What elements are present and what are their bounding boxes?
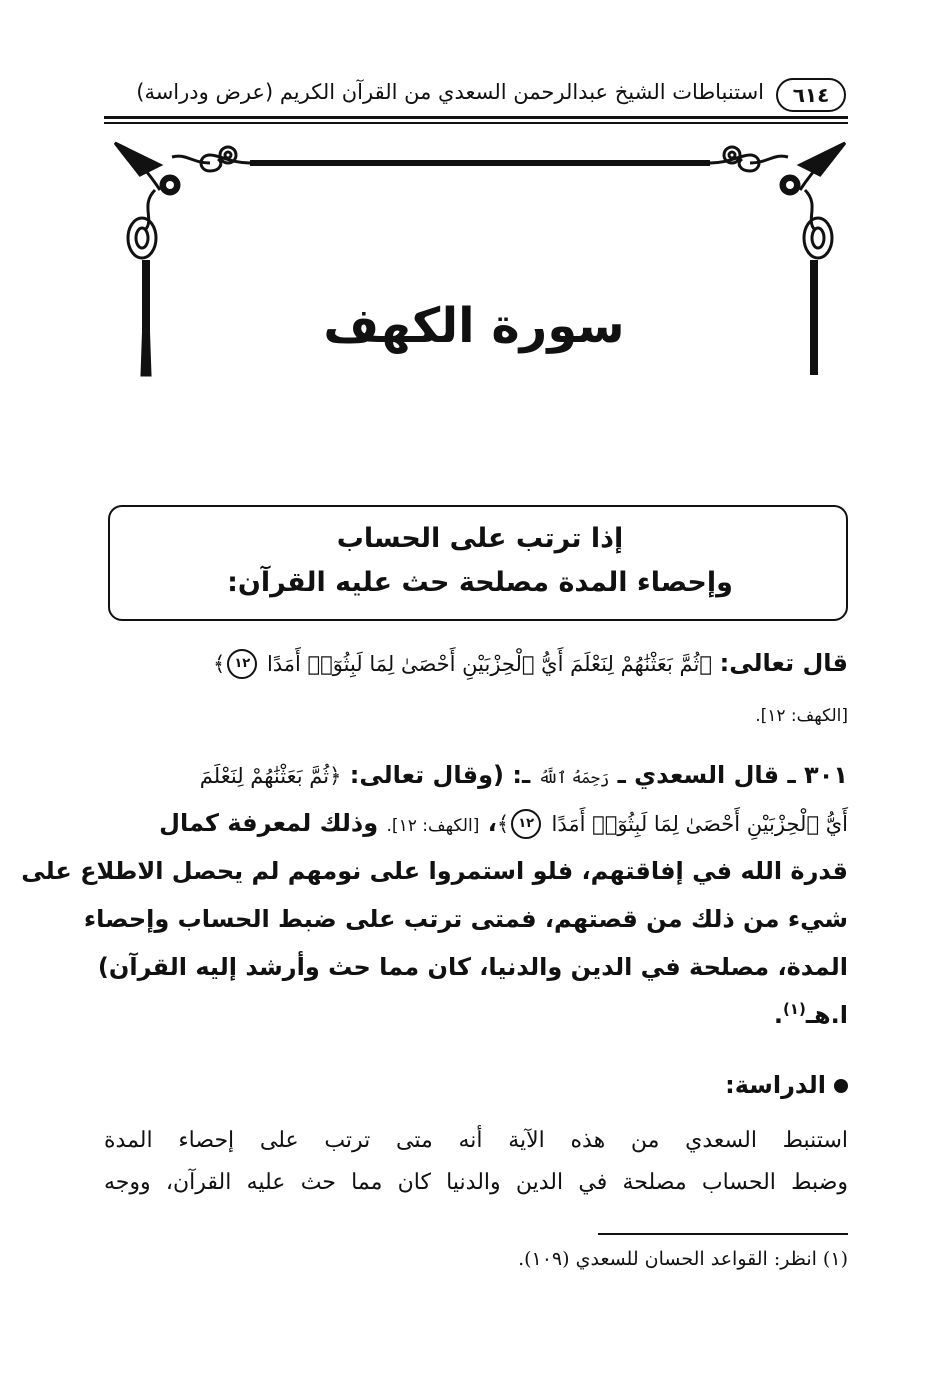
istinbat-verse-part1: ﴿ثُمَّ بَعَثْنَٰهُمْ لِنَعْلَمَ xyxy=(199,764,342,788)
istinbat-honorific: رَحِمَهُ ٱللَّهُ xyxy=(538,768,610,787)
topic-line-2: وإحصاء المدة مصلحة حث عليه القرآن: xyxy=(227,567,733,598)
page-number-badge xyxy=(776,78,846,112)
study-heading-text: الدراسة: xyxy=(725,1071,826,1099)
istinbat-line-6 xyxy=(104,992,848,1032)
verse-close: ﴾ xyxy=(212,652,226,676)
study-heading xyxy=(500,1068,848,1102)
istinbat-line-4: شيء من ذلك من قصتهم، فمتى ترتب على ضبط الحساب وإحصاء xyxy=(83,905,848,933)
topic-box xyxy=(108,505,848,621)
study-line-1: استنبط السعدي من هذه الآية أنه متى ترتب على إحصاء المدة xyxy=(104,1128,848,1153)
book-title: استنباطات الشيخ عبدالرحمن السعدي من القرآن الكريم (عرض ودراسة) xyxy=(136,80,764,104)
verse-text: ﴿ثُمَّ بَعَثْنَٰهُمْ لِنَعْلَمَ أَيُّ ٱلْحِزْبَيْنِ أَحْصَىٰ لِمَا لَبِثُوٓا۟ أَمَدًا xyxy=(266,652,712,676)
istinbat-end-period: . xyxy=(773,1001,783,1029)
header-rule-bottom xyxy=(104,122,848,124)
istinbat-verse-part2: أَيُّ ٱلْحِزْبَيْنِ أَحْصَىٰ لِمَا لَبِثُوٓا۟ أَمَدًا xyxy=(551,812,848,836)
bullet-icon xyxy=(834,1079,848,1093)
istinbat-line-3: قدرة الله في إفاقتهم، فلو استمروا على نومهم لم يحصل الاطلاع على xyxy=(21,857,848,885)
istinbat-ayah-number: ١٢ xyxy=(518,816,535,831)
verse-reference-line xyxy=(104,696,848,733)
istinbat-ayah-badge xyxy=(511,809,541,839)
footnote-ref[interactable]: (١) xyxy=(782,1000,806,1018)
page-number: ٦١٤ xyxy=(792,83,830,107)
header-rule-top xyxy=(104,116,848,119)
istinbat-line-5: المدة، مصلحة في الدين والدنيا، كان مما حث وأرشد إليه القرآن) xyxy=(97,953,848,981)
istinbat-line-2: أَيُّ ٱلْحِزْبَيْنِ أَحْصَىٰ لِمَا لَبِثُوٓا۟ أَمَدًا ١٢﴾، [الكهف: ١٢]. وذلك لمعرفة كمال xyxy=(159,809,848,837)
ayah-number: ١٢ xyxy=(234,656,251,671)
study-line-2: وضبط الحساب مصلحة في الدين والدنيا كان مما حث عليه القرآن، ووجه xyxy=(104,1170,848,1195)
istinbat-number-lead: ٣٠١ ـ قال السعدي ـ xyxy=(617,761,848,789)
istinbat-verse-close: ﴾ xyxy=(496,812,510,836)
verse-reference: [الكهف: ١٢]. xyxy=(755,706,848,726)
running-header xyxy=(0,0,948,130)
verse-line xyxy=(104,646,848,681)
istinbat-line2-tail: وذلك لمعرفة كمال xyxy=(159,809,379,837)
istinbat-reference: [الكهف: ١٢]. xyxy=(386,816,480,836)
istinbat-end-marker: ا.هـ xyxy=(805,1001,848,1029)
istinbat-line-1 xyxy=(104,758,848,795)
topic-line-1: إذا ترتب على الحساب xyxy=(336,523,624,554)
footnote-rule xyxy=(598,1233,848,1235)
footnote: (١) انظر: القواعد الحسان للسعدي (١٠٩). xyxy=(518,1248,848,1270)
surah-title: سورة الكهف xyxy=(323,298,625,354)
ayah-number-badge xyxy=(227,649,257,679)
verse-intro: قال تعالى: xyxy=(719,649,848,677)
istinbat-after-honorific: ـ: (وقال تعالى: xyxy=(349,761,531,789)
